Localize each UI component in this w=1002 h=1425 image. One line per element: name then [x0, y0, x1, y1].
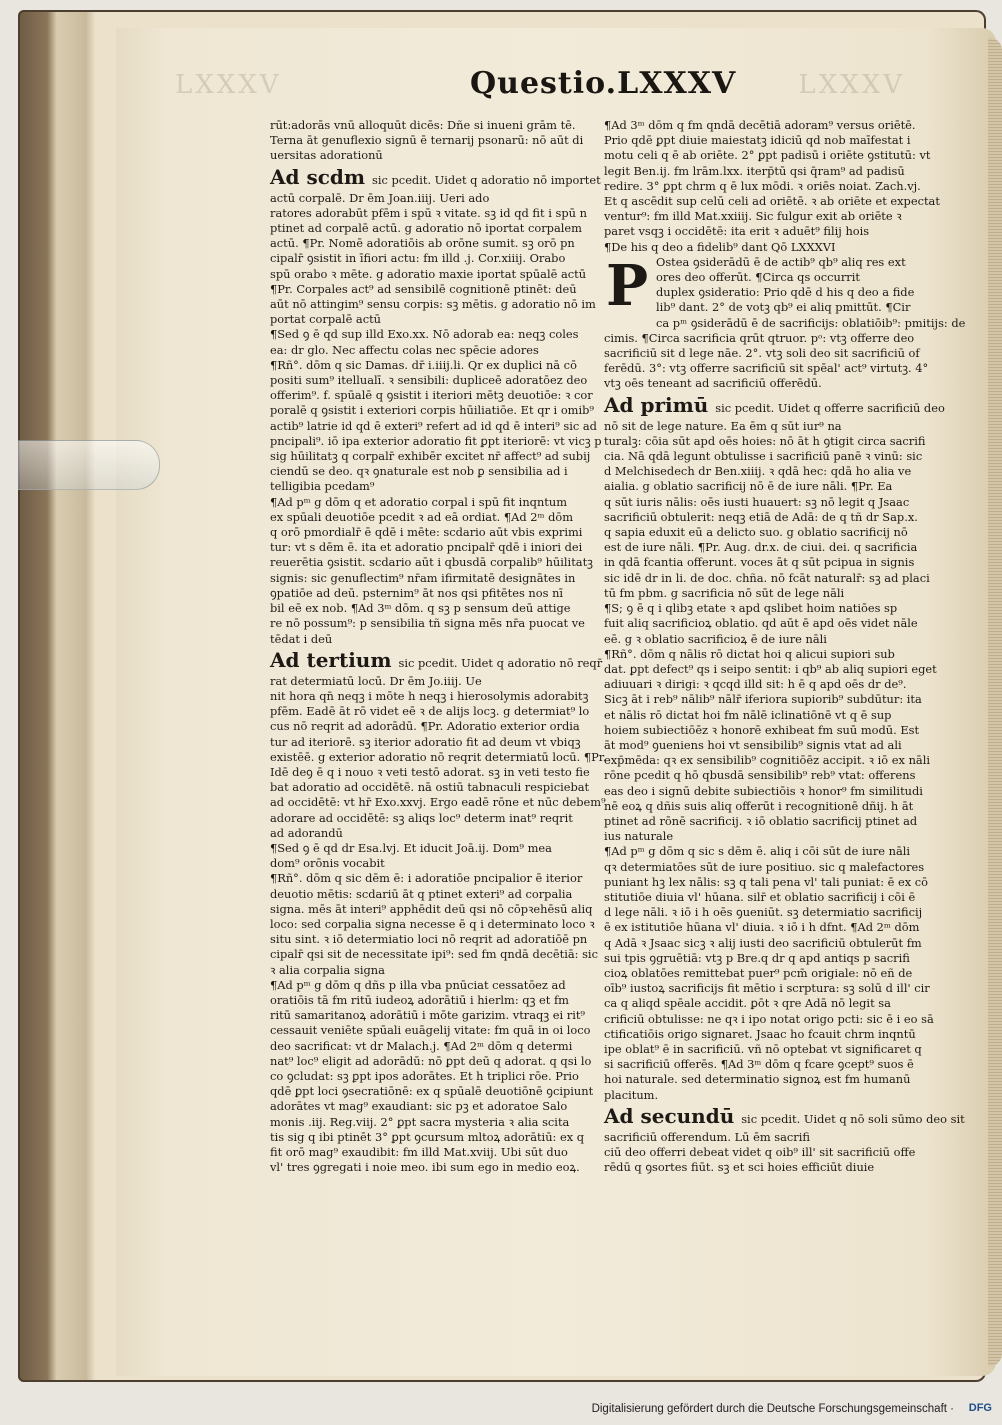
text-line: ¶Rñ°. dōm q nālis rō dictat hoi q alicui supiori sub: [604, 646, 895, 661]
text-line: duplex ꝯsideratio: Prio qdē d his q deo a fide: [656, 285, 915, 300]
text-line: oīb⁹ iustoꝝ sacrificijs fit mētio i scrptura: sꝫ solū d ill' cir: [604, 981, 930, 996]
text-line: tēdat i deū: [270, 631, 333, 646]
text-line: exp̄mēda: qꝛ ex sensibilib⁹ cognitiōēz accipit. ꝛ iō ex nāli: [604, 753, 930, 768]
text-line: q sapia eduxit eū a delicto suo. g oblatio sacrificij nō: [604, 525, 908, 540]
article-heading: [604, 392, 945, 419]
article-heading-lead: Ad scdm: [270, 164, 366, 189]
text-line: cipalr̄ ꝯsistit in īfiori actu: fm illd .j. Cor.xiiij. Orabo: [270, 251, 566, 266]
footer-bar: [0, 1395, 1000, 1425]
article-heading-lead: Ad secundū: [604, 1103, 735, 1128]
dfg-logo: DFG: [968, 1402, 992, 1414]
text-line: fuit aliq sacrificioꝝ oblatio. qd aūt ē apd oēs videt nāle: [604, 616, 918, 631]
text-line: portat corpalē actū: [270, 312, 382, 327]
text-line: est de iure nāli. ¶Pr. Aug. dr.x. de ciui. dei. q sacrificia: [604, 540, 918, 555]
text-line: sui tpis ꝯgruētiā: vtꝫ p Bre.q dr q apd antiqs p sacrifi: [604, 950, 910, 965]
text-line: cessauit veniēte spūali euāgelij vitate: fm quā in oi loco: [270, 1023, 591, 1038]
text-line: q orō pmordialr̄ ē qdē i mēte: scdario aūt vbis exprimi: [270, 525, 583, 540]
text-line: cia. Nā qdā legunt obtulisse i sacrificiū panē ꝛ vinū: sic: [604, 449, 923, 464]
text-line: ¶Rñ°. dōm q sic Damas. dr̄ i.iiij.li. Qr ex duplici nā cō: [270, 357, 577, 372]
text-line: situ sint. ꝛ iō determiatio loci nō reqrit ad adoratiōē pn: [270, 932, 588, 947]
article-heading-rest: sic pcedit. Uidet q adoratio nō importet: [372, 172, 601, 187]
text-line: ritū samaritanoꝝ adorātiū i mōte garizim. vtraqꝫ ei rit⁹: [270, 1008, 585, 1023]
text-line: ctificatiōis origo signaret. Jsaac ho fcauit chrm inqntū: [604, 1026, 916, 1041]
text-line: Idē deꝯ ē q i nouo ꝛ veti testō adorat. sꝫ in veti testo fie: [270, 764, 590, 779]
article-heading-lead: Ad tertium: [270, 647, 392, 672]
text-line: pfēm. Eadē āt rō videt eē ꝛ de alijs locꝫ. g determiat⁹ lo: [270, 704, 590, 719]
text-line: deo sacrificat: vt dr Malach.j. ¶Ad 2ᵐ dōm q determi: [270, 1038, 573, 1053]
article-heading: [270, 647, 603, 674]
text-line: Sicꝫ āt i reb⁹ nālib⁹ nālr̄ iferiora supiorib⁹ subdūtur: ita: [604, 692, 922, 707]
article-heading-rest: sic pcedit. Uidet q offerre sacrificiū deo: [715, 400, 945, 415]
text-line: ores deo offerūt. ¶Circa qs occurrit: [656, 270, 860, 285]
text-line: ea: dr glo. Nec affectu colas nec spēcie adores: [270, 342, 539, 357]
text-line: in qdā fcantia offerunt. voces āt q sūt pcipua in signis: [604, 555, 915, 570]
text-line: ciū deo offerri debeat videt q oib⁹ ill' sit sacrificiū offe: [604, 1145, 916, 1159]
text-line: aūt nō attingim⁹ sensu corpis: sꝫ mētis. g adoratio nō im: [270, 297, 596, 312]
text-line: ¶Ad pᵐ g dōm q sic s dēm ē. aliq i cōi sūt de iure nāli: [604, 844, 911, 859]
text-line: lib⁹ dant. 2° de votꝫ qb⁹ ei aliq pmittūt. ¶Cir: [656, 300, 911, 315]
text-line: sig hūilitatꝫ q corpalr̄ exhibēr excitet nr̄ affect⁹ ad subij: [270, 449, 591, 464]
text-line: redire. 3° ꝑpt chrm q ē lux mōdi. ꝛ oriēs noiat. Zach.vj.: [604, 178, 921, 193]
text-line: ¶Sed ꝯ ē qd dr Esa.lvj. Et iducit Joā.ij. Dom⁹ mea: [270, 840, 552, 855]
text-line: ¶Rñ°. dōm q sic dēm ē: i adoratiōe pncipalior ē iterior: [270, 871, 583, 886]
text-line: ventur⁹: fm illd Mat.xxiiij. Sic fulgur exit ab oriēte ꝛ: [604, 209, 902, 224]
text-line: puniant hꝫ lex nālis: sꝫ q tali pena vl' tali puniat: ē ex cō: [604, 874, 929, 889]
text-line: nat⁹ loc⁹ eligit ad adorādū: nō ꝑpt deū q adorat. q qsi lo: [270, 1053, 592, 1068]
text-line: oratiōis tā fm ritū iudeoꝝ adorātiū i hierlm: qꝫ et fm: [270, 992, 569, 1007]
decorated-initial: P: [605, 252, 649, 319]
text-line: ca q aliqd spēale accidit. ꝑōt ꝛ qre Adā nō legit sa: [604, 996, 891, 1011]
text-line: ad adorandū: [270, 825, 343, 840]
text-line: rat determiatū locū. Dr ēm Jo.iiij. Ue: [270, 673, 482, 688]
text-line: sic idē dr in li. de doc. chña. nō fcāt naturalr̄: sꝫ ad placi: [604, 570, 930, 585]
text-line: q sūt iuris nālis: oēs iusti huauert: sꝫ nō legit q Jsaac: [604, 494, 910, 509]
text-line: vtꝫ oēs teneant ad sacrificiū offerēdū.: [604, 376, 822, 391]
text-line: adiuuari ꝛ dirigi: ꝛ qcqd illd sit: h ē q apd oēs dr de⁹.: [604, 677, 907, 692]
text-line: ¶Ad 3ᵐ dōm q fm qndā decētiā adoram⁹ versus oriētē.: [604, 118, 916, 132]
text-line: qdē ꝑpt loci ꝯsecratiōnē: ex q spūalē deuotiōnē ꝯcipiunt: [270, 1084, 594, 1099]
text-line: signa. mēs āt interi⁹ apphēdit deū qsi nō cōpꝛehēsū aliq: [270, 901, 593, 916]
text-line: ¶S; ꝯ ē q i qlibꝫ etate ꝛ apd qslibet hoim natiōes sp: [604, 601, 898, 616]
text-line: actū. ¶Pr. Nomē adoratiōis ab orōne sumit. sꝫ orō pn: [270, 236, 575, 251]
text-line: bil eē ex nob. ¶Ad 3ᵐ dōm. q sꝫ p sensum deū attige: [270, 601, 571, 616]
article-heading: [270, 164, 601, 191]
text-line: Terna āt genuflexio signū ē ternarij psonarū: nō aūt di: [270, 133, 584, 148]
text-line: d Melchisedech dr Ben.xiiij. ꝛ qdā hec: qdā ho alia ve: [604, 464, 912, 479]
text-line: ciendū se deo. qꝛ ꝯnaturale est nob ꝑ sensibilia ad i: [270, 464, 568, 479]
bookmark-strip: [18, 440, 160, 490]
text-line: ꝯpatiōe ad deū. psternim⁹ āt nos qsi pfitētes nos nī: [270, 585, 564, 600]
article-heading-lead: Ad primū: [604, 392, 709, 417]
text-line: sacrificiū sit d lege nāe. 2°. vtꝫ soli deo sit sacrificiū of: [604, 346, 920, 361]
text-line: sacrificiū obtulerit: neqꝫ etiā de Adā: de q tñ dr Sap.x.: [604, 509, 918, 524]
text-line: tur ad iteriorē. sꝫ iterior adoratio fit ad deum vt vbiqꝫ: [270, 734, 581, 749]
text-line: positi sum⁹ itellualī. ꝛ sensibili: dupliceē adoratōez deo: [270, 373, 588, 388]
text-line: actib⁹ latrie id qd ē exteri⁹ refert ad id qd ē interi⁹ sic ad: [270, 418, 597, 433]
text-line: ca pᵐ ꝯsiderādū ē de sacrificijs: oblatiōib⁹: pmitijs: de: [656, 315, 966, 330]
running-head: Questio.LXXXV: [470, 66, 737, 101]
text-line: d lege nāli. ꝛ iō i h oēs ꝯueniūt. sꝫ determiatio sacrificij: [604, 905, 923, 920]
text-line: deuotio mētis: scdariū āt q ptinet exteri⁹ ad corpalia: [270, 886, 573, 901]
text-line: bat adoratio ad occidētē. nā ostiū tabnaculi respiciebat: [270, 780, 590, 795]
text-line: si sacrificiū offerēs. ¶Ad 3ᵐ dōm q fcare ꝯcept⁹ suos ē: [604, 1057, 914, 1072]
text-line: spū orabo ꝛ mēte. g adoratio maxie iportat spūalē actū: [270, 266, 587, 281]
text-line: loco: sed corpalia signa necesse ē q i determinato loco ꝛ: [270, 916, 595, 931]
right-column: [604, 118, 966, 1175]
text-line: cimis. ¶Circa sacrificia qrūt qtruor. pᵒ: vtꝫ offerre deo: [604, 330, 915, 345]
text-line: paret vsqꝫ i occidētē: ita erit ꝛ aduēt⁹ filij hois: [604, 224, 870, 239]
text-line: ferēdū. 3°: vtꝫ offerre sacrificiū sit spēal' act⁹ virtutꝫ. 4°: [604, 361, 929, 376]
text-line: tur: vt s dēm ē. ita et adoratio pncipalr̄ qdē i iniori dei: [270, 540, 583, 555]
text-line: aialia. g oblatio sacrificij nō ē de iure nāli. ¶Pr. Ea: [604, 479, 893, 494]
text-line: turalꝫ: cōia sūt apd oēs hoies: nō āt h ꝯtigit circa sacrifi: [604, 433, 926, 448]
text-line: āt mod⁹ ꝯueniens hoi vt sensibilib⁹ signis vtat ad ali: [604, 737, 902, 752]
text-line: nē eoꝝ q dñis suis aliq offerūt i recognitionē dñij. h āt: [604, 798, 914, 813]
text-line: Ostea ꝯsiderādū ē de actib⁹ qb⁹ aliq res ext: [656, 254, 906, 269]
text-line: ex spūali deuotiōe pcedit ꝛ ad eā ordiat. ¶Ad 2ᵐ dōm: [270, 509, 574, 524]
text-line: ¶Ad pᵐ g dōm q et adoratio corpal i spū fit inqntum: [270, 494, 567, 509]
text-line: cus nō reqrit ad adorādū. ¶Pr. Adoratio exterior ordia: [270, 719, 580, 734]
article-heading-rest: sic pcedit. Uidet q nō soli sūmo deo sit: [741, 1111, 965, 1126]
text-line: poralē q ꝯsistit i exteriori corpis hūiliatiōe. Et qr i omib⁹: [270, 403, 594, 418]
text-line: monis .iij. Reg.viij. 2° ꝑpt sacra mysteria ꝛ alia scita: [270, 1114, 570, 1129]
text-line: placitum.: [604, 1087, 659, 1102]
text-line: ¶Sed ꝯ ē qd sup illd Exo.xx. Nō adorab ea: neqꝫ coles: [270, 327, 579, 342]
text-line: eas deo i signū debite subiectiōis ꝛ honor⁹ fm similitudi: [604, 783, 923, 798]
text-line: nō sit de lege nature. Ea ēm q sūt iur⁹ na: [604, 418, 842, 433]
text-line: adorātes vt mag⁹ exaudiant: sic pꝫ et adoratoe Salo: [270, 1099, 568, 1114]
text-line: rūt:adorās vnū alloquūt dicēs: Dñe si inueni grām tē.: [270, 118, 576, 132]
footer-credit: Digitalisierung gefördert durch die Deutsche Forschungsgemeinschaft ·: [591, 1403, 954, 1415]
text-line: et nālis rō dictat hoi fm nālē iclinatiōnē vt q ē sup: [604, 707, 892, 722]
text-line: ꝛ alia corpalia signa: [270, 962, 385, 977]
text-line: fit orō mag⁹ exaudibit: fm illd Mat.xviij. Ubi sūt duo: [270, 1145, 568, 1159]
text-line: q Adā ꝛ Jsaac sicꝫ ꝛ alij iusti deo sacrificiū obtulerūt fm: [604, 935, 922, 950]
text-line: Et q ascēdit sup celū celi ad oriētē. ꝛ ab oriēte et expectat: [604, 194, 940, 209]
text-line: ratores adorabūt pfēm i spū ꝛ vitate. sꝫ id qd fit i spū n: [270, 205, 587, 220]
text-line: offerim⁹. f. spūalē q ꝯsistit i iteriori mētꝫ deuotiōe: ꝛ cor: [270, 388, 593, 403]
text-line: ¶Ad pᵐ g dōm q dñs p illa vba pnūciat cessatōez ad: [270, 977, 566, 992]
text-line: actū corpalē. Dr ēm Joan.iiij. Ueri ado: [270, 190, 490, 205]
text-line: rōne pcedit q hō qbusdā sensibilib⁹ reb⁹ vtat: offerens: [604, 768, 916, 783]
text-line: eē. g ꝛ oblatio sacrificioꝝ ē de iure nāli: [604, 631, 827, 646]
text-line: telligibia pcedam⁹: [270, 479, 375, 494]
article-heading-rest: sic pcedit. Uidet q adoratio nō reqr̄: [398, 655, 603, 670]
page-edge: [988, 38, 1002, 1366]
text-line: nit hora qn̄ neqꝫ i mōte h neqꝫ i hierosolymis adorabitꝫ: [270, 688, 589, 703]
text-line: adorare ad occidētē: sꝫ aliqs loc⁹ determ inat⁹ reqrit: [270, 810, 573, 825]
text-line: ē ex istitutiōe hūana vl' diuia. ꝛ iō i h dfnt. ¶Ad 2ᵐ dōm: [604, 920, 920, 935]
text-line: pncipali⁹. iō ipa exterior adoratio fit ꝑpt iteriorē: vt vicꝫ p: [270, 433, 602, 448]
text-line: Prio qdē ꝑpt diuie maiestatꝫ idiciū qd nob maīfestat i: [604, 133, 911, 148]
text-line: ptinet ad corpalē actū. g adoratio nō iportat corpalem: [270, 221, 582, 236]
bleed-through-left: LXXXV: [175, 70, 282, 100]
text-line: dat. ꝑpt defect⁹ qs i seipo sentit: i qb⁹ ab aliq supiori eget: [604, 661, 937, 676]
text-line: uersitas adorationū: [270, 148, 383, 163]
text-line: qꝛ determiatōes sūt de iure positiuo. sic q malefactores: [604, 859, 925, 874]
text-line: dom⁹ orōnis vocabit: [270, 856, 385, 871]
text-line: motu celi q ē ab oriēte. 2° ꝑpt padisū i oriēte ꝯstitutū: vt: [604, 148, 931, 163]
text-line: stitutiōe diuia vl' hūana. silr̄ et oblatio sacrificij i cōi ē: [604, 889, 916, 904]
text-line: ius naturale: [604, 829, 674, 844]
text-line: sacrificiū offerendum. Lū ēm sacrifi: [604, 1129, 810, 1144]
text-line: ad occidētē: vt hr̄ Exo.xxvj. Ergo eadē rōne et nūc debem⁹: [270, 795, 606, 810]
text-line: hoi naturale. sed determinatio signoꝝ est fm humanū: [604, 1072, 911, 1087]
text-line: rēdū q ꝯsortes fiūt. sꝫ et sci hoies efficiūt diuie: [604, 1160, 875, 1175]
text-line: re nō possum⁹: p sensibilia tñ signa mēs nr̄a puocat ve: [270, 616, 585, 631]
text-line: tū fm pbm. g sacrificia nō sūt de lege nāli: [604, 585, 845, 600]
text-line: ipe oblat⁹ ē in sacrificiū. vñ nō optebat vt significaret q: [604, 1041, 922, 1056]
text-line: co ꝯcludat: sꝫ ꝑpt ipos adorātes. Et h triplici rōe. Prio: [270, 1068, 579, 1083]
bleed-through-right: LXXXV: [798, 70, 905, 100]
left-column: [270, 118, 607, 1175]
text-line: ¶De his q deo a fidelib⁹ dant Qō LXXXVI: [604, 239, 836, 254]
text-line: crificiū obtulisse: ne qꝛ i ipo notat origo pcti: sic ē i eo sā: [604, 1011, 934, 1026]
text-line: ¶Pr. Corpales act⁹ ad sensibilē cognitionē ptinēt: deū: [270, 281, 577, 296]
text-line: legit Ben.ij. fm lrām.lxx. iterp̄tū qsi q̄ram⁹ ad padisū: [604, 163, 905, 178]
text-line: hoiem subiectiōēz ꝛ honorē exhibeat fm suū modū. Est: [604, 722, 920, 737]
text-line: tis sig q ibi ptinēt 3° ꝑpt ꝯcursum mltoꝝ adorātiū: ex q: [270, 1129, 585, 1144]
text-line: cipalr̄ qsi sit de necessitate ipi⁹: sed fm qndā decētiā: sic: [270, 947, 598, 962]
text-line: existēē. g exterior adoratio nō reqrit determiatū locū. ¶Pr.: [270, 749, 607, 764]
text-line: signis: sic genuflectim⁹ nr̄am ifirmitatē designātes in: [270, 570, 576, 585]
text-line: cioꝝ oblatōes remittebat puer⁹ pcm̄ origiale: nō eñ de: [604, 965, 913, 980]
text-line: vl' tres ꝯgregati i noie meo. ibi sum ego in medio eoꝝ.: [270, 1160, 580, 1175]
article-heading: [604, 1103, 965, 1130]
text-line: reuerētia ꝯsistit. scdario aūt i qbusdā corpalib⁹ hūilitatꝫ: [270, 555, 593, 570]
text-line: ptinet ad rōnē sacrificij. ꝛ iō oblatio sacrificij ptinet ad: [604, 813, 918, 828]
